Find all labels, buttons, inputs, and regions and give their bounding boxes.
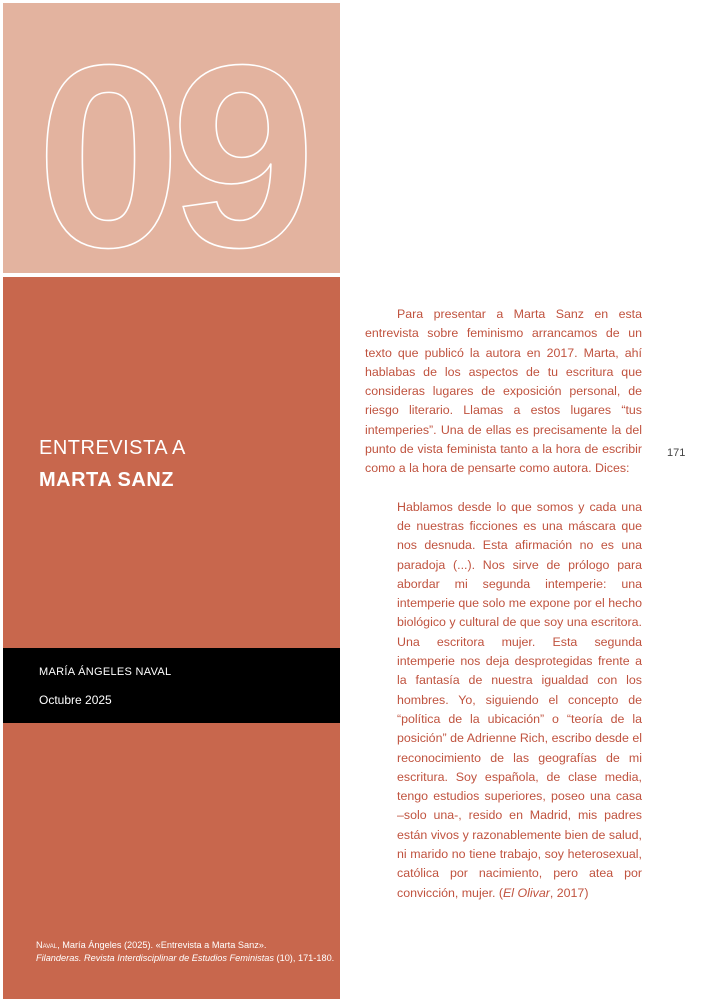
- chapter-number: [3, 3, 340, 273]
- block-quote: [365, 498, 642, 903]
- page-number: 171: [667, 447, 686, 459]
- publication-date: Octubre 2025: [39, 693, 112, 707]
- quote-source-tail: , 2017): [549, 885, 589, 900]
- title-line2: MARTA SANZ: [39, 469, 174, 491]
- author-band: [3, 648, 340, 723]
- cover-column: [0, 0, 340, 999]
- citation-line1: , María Ángeles (2025). «Entrevista a Marta Sanz».: [57, 940, 267, 950]
- intro-paragraph: Para presentar a Marta Sanz en esta entrevista sobre feminismo arrancamos de un texto que publicó la autora en 2017. Marta, ahí hablabas de los aspectos de tu escritura que consideras lugares de exposición personal, de riesgo literario. Llamas a estos lugares “tus intemperies”. Una de ellas es precisamente la del punto de vista feminista tanto a la hora de escribir como a la hora de pensarte como autora. Dices:: [365, 307, 642, 476]
- quote-source-title: El Olivar: [503, 885, 550, 900]
- citation: [36, 939, 336, 964]
- citation-journal: Filanderas. Revista Interdisciplinar de Estudios Feministas: [36, 952, 274, 963]
- title-block: [3, 277, 340, 999]
- chapter-number-text: 09: [36, 12, 306, 273]
- citation-tail: (10), 171-180.: [273, 952, 335, 963]
- article-body: [365, 305, 642, 903]
- author-name: MARÍA ÁNGELES NAVAL: [39, 666, 172, 678]
- quote-text: Hablamos desde lo que somos y cada una de nuestras ficciones es una máscara que nos desnuda. Esta afirmación no es una paradoja (...). Nos sirve de prólogo para abordar mi segunda intemperie: una intemperie que solo me expone por el hecho biológico y cultural de que soy una escritora. Una escritora mujer. Esta segunda intemperie nos deja desprotegidas frente a la fantasía de nuestra igualdad con los hombres. Yo, siguiendo el concepto de “política de la ubicación” o “teoría de la posición” de Adrienne Rich, escribo desde el reconocimiento de las geografías de mi escritura. Soy española, de clase media, tengo estudios superiores, poseo una casa –solo una-, resido en Madrid, mis padres están vivos y razonablemente bien de salud, ni marido no tiene trabajo, soy heterosexual, católica por nacimiento, pero atea por convicción, mujer. (: [397, 499, 642, 900]
- title-line1: ENTREVISTA A: [39, 437, 186, 459]
- citation-surname: Naval: [36, 940, 58, 950]
- chapter-number-block: [3, 3, 340, 273]
